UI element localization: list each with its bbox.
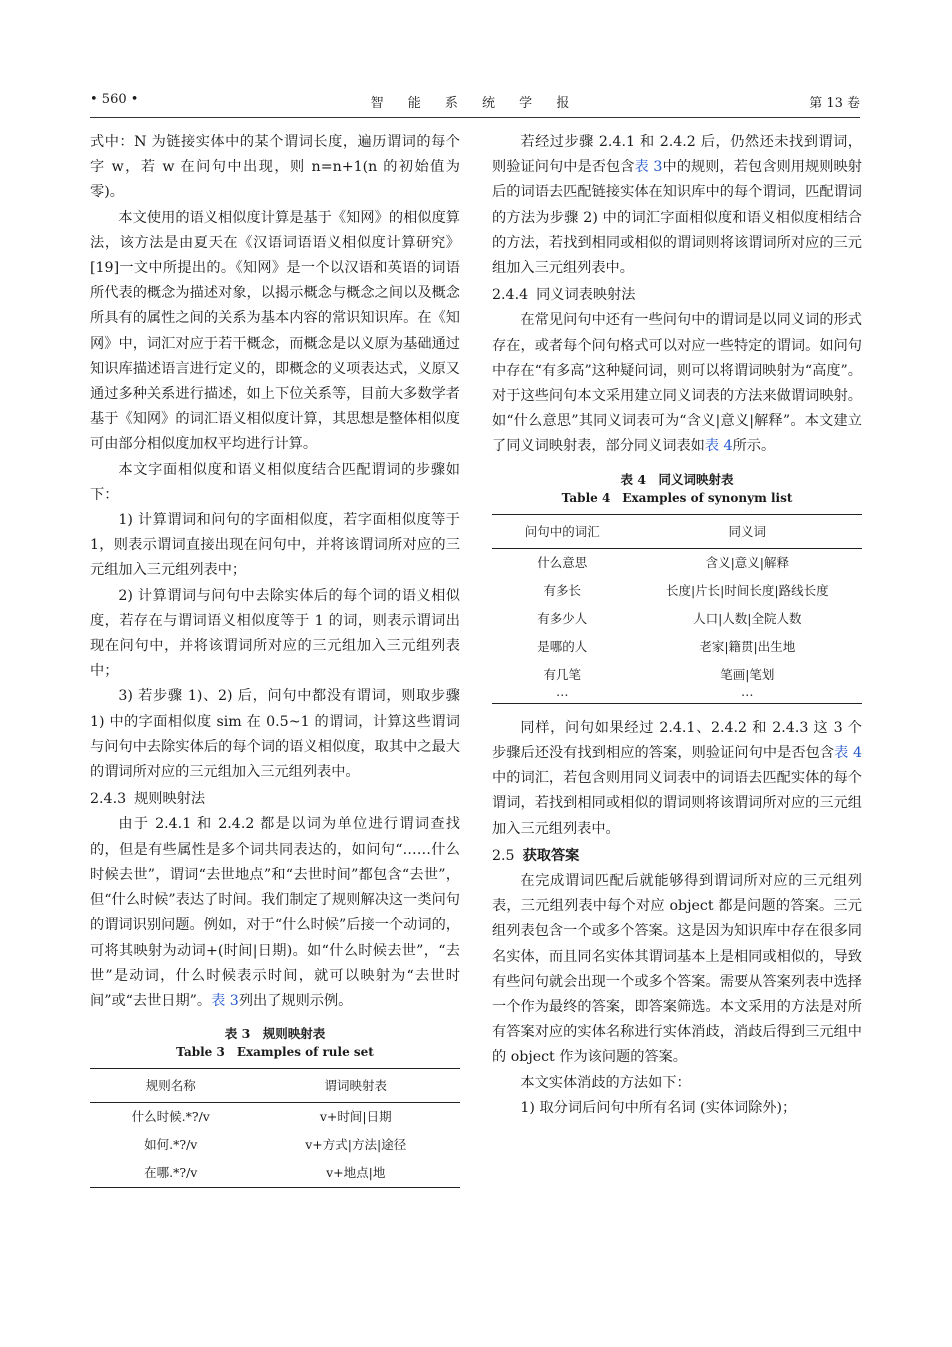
table-cell: 在哪.*?/v	[90, 1159, 251, 1188]
table-row	[492, 548, 862, 577]
table-4-caption-cn: 表 4 同义词映射表	[620, 471, 734, 487]
paragraph-steps-intro: 本文字面相似度和语义相似度结合匹配谓词的步骤如下：	[90, 461, 460, 503]
table-4-caption-en: Table 4 Examples of synonym list	[561, 490, 793, 505]
section-heading-2-5: 2.5 获取答案	[492, 847, 580, 864]
table-row	[492, 633, 862, 661]
section-heading-2-4-4: 2.4.4 同义词表映射法	[492, 287, 636, 304]
paragraph-disambiguation-intro: 本文实体消歧的方法如下：	[520, 1074, 691, 1091]
table-row	[492, 577, 862, 605]
table-3-link[interactable]: 表 3	[211, 992, 239, 1009]
table-cell: 含义|意义|解释	[705, 554, 790, 570]
journal-name: 智 能 系 统 学 报	[370, 96, 580, 111]
step-2: 2) 计算谓词与问句中去除实体后的每个词的语义相似度，若存在与谓词语义相似度等于 1 的词，则表示谓词出现在问句中，并将该谓词所对应的三元组加入三元组列表中；	[90, 587, 460, 680]
table-4-grid	[492, 514, 862, 704]
table-cell: 如何.*?/v	[144, 1137, 198, 1153]
table-header-cell: 问句中的词汇	[492, 514, 633, 548]
table-header-cell: 同义词	[633, 514, 862, 548]
table-row	[492, 685, 862, 704]
table-cell: v+地点|地	[251, 1159, 460, 1188]
table-3-grid	[90, 1068, 460, 1188]
paragraph-get-answer: 在完成谓词匹配后就能够得到谓词所对应的三元组列表，三元组列表中每个对应 object 都是问题的答案。三元组列表包含一个或多个答案。这是因为知识库中存在很多同名实体，而且同名实体其谓词基本上是相同或相似的，导致有些问句就会出现一个或多个答案。需要从答案列表中选择一个作为最终的答案，即答案筛选。本文采用的方法是对所有答案对应的实体名称进行实体消歧，消歧后得到三元组中的 object 作为该问题的答案。	[492, 873, 862, 1066]
table-header-cell: 规则名称	[90, 1069, 251, 1103]
table-4-link[interactable]: 表 4	[704, 438, 733, 455]
paragraph-rule-verify: 若经过步骤 2.4.1 和 2.4.2 后，仍然还未找到谓词，则验证问句中是否包含表 3中的规则，若包含则用规则映射后的词语去匹配链接实体在知识库中的每个谓词，匹配谓词的方法为步骤 2) 中的词汇字面相似度和语义相似度相结合的方法，若找到相同或相似的谓词则将该谓词所对应的三元组加入三元组列表中。	[492, 134, 862, 277]
table-3-caption-en: Table 3 Examples of rule set	[176, 1045, 374, 1060]
table-cell: 什么时候.*?/v	[131, 1109, 210, 1125]
header-rule	[90, 117, 860, 118]
table-4-link[interactable]: 表 4	[834, 745, 862, 762]
section-heading-2-4-3: 2.4.3 规则映射法	[90, 791, 206, 808]
paragraph-formula-explanation: 式中：N 为链接实体中的某个谓词长度，遍历谓词的每个字 w，若 w 在问句中出现，则 n=n+1(n 的初始值为零)。	[90, 134, 460, 201]
table-4	[492, 470, 862, 704]
table-cell: …	[633, 685, 862, 704]
table-header-row	[492, 514, 862, 548]
page-number: • 560 •	[90, 92, 139, 107]
table-cell: 有多长	[543, 582, 582, 598]
step-disambiguation-1: 1) 取分词后问句中所有名词 (实体词除外)；	[520, 1099, 797, 1116]
table-cell: 老家|籍贯|出生地	[699, 638, 796, 654]
paragraph-synonym: 在常见问句中还有一些问句中的谓词是以同义词的形式存在，或者每个问句格式可以对应一些特定的谓词。如问句中存在“有多高”这种疑问词，则可以将谓词映射为“高度”。对于这些问句本文采用建立同义词表的方法来做谓词映射。如“什么意思”其同义词表可为“含义|意义|解释”。本文建立了同义词映射表，部分同义词表如表 4所示。	[492, 312, 862, 455]
table-3-caption-cn: 表 3 规则映射表	[224, 1026, 326, 1042]
running-header	[90, 92, 860, 114]
table-cell: 什么意思	[537, 554, 588, 570]
table-cell: 是哪的人	[537, 638, 588, 654]
table-row	[90, 1103, 460, 1132]
paragraph-hownet: 本文使用的语义相似度计算是基于《知网》的相似度算法，该方法是由夏天在《汉语词语语义相似度计算研究》[19]一文中所提出的。《知网》是一个以汉语和英语的词语所代表的概念为描述对象，以揭示概念与概念之间以及概念所具有的属性之间的关系为基本内容的常识知识库。在《知网》中，词汇对应于若干概念，而概念是以义原为基础通过知识库描述语言进行定义的，即概念的义项表达式，义原又通过多种关系进行描述，如上下位关系等，目前大多数学者基于《知网》的词汇语义相似度计算，其思想是整体相似度可由部分相似度加权平均进行计算。	[90, 209, 460, 453]
table-header-row	[90, 1069, 460, 1103]
volume-number: 第 13 卷	[809, 96, 860, 111]
table-cell: 有几笔	[543, 666, 582, 682]
table-cell: v+方式|方法|途径	[305, 1137, 407, 1153]
table-row	[90, 1131, 460, 1159]
table-cell: …	[492, 685, 633, 704]
table-row	[492, 661, 862, 685]
step-1: 1) 计算谓词和问句的字面相似度，若字面相似度等于 1，则表示谓词直接出现在问句中，并将该谓词所对应的三元组加入三元组列表中；	[90, 512, 460, 579]
table-cell: 人口|人数|全院人数	[693, 610, 802, 626]
right-column	[492, 130, 862, 1121]
table-row	[90, 1159, 460, 1188]
table-row	[492, 605, 862, 633]
left-column	[90, 130, 460, 1188]
table-cell: 有多少人	[537, 610, 588, 626]
table-3-link[interactable]: 表 3	[634, 159, 663, 176]
table-cell: 笔画|笔划	[720, 666, 775, 682]
step-3: 3) 若步骤 1)、2) 后，问句中都没有谓词，则取步骤 1) 中的字面相似度 sim 在 0.5~1 的谓词，计算这些谓词与问句中去除实体后的每个词的语义相似度，取其中之最大的谓词所对应的三元组加入三元组列表中。	[90, 688, 460, 781]
table-3	[90, 1024, 460, 1188]
table-cell: 长度|片长|时间长度|路线长度	[665, 582, 829, 598]
table-cell: v+时间|日期	[319, 1109, 392, 1125]
table-header-cell: 谓词映射表	[251, 1069, 460, 1103]
paragraph-synonym-verify: 同样，问句如果经过 2.4.1、2.4.2 和 2.4.3 这 3 个步骤后还没有找到相应的答案，则验证问句中是否包含表 4中的词汇，若包含则用同义词表中的词语去匹配实体的每个谓词，若找到相同或相似的谓词则将该谓词所对应的三元组加入三元组列表中。	[492, 719, 862, 837]
paragraph-rule-mapping: 由于 2.4.1 和 2.4.2 都是以词为单位进行谓词查找的，但是有些属性是多个词共同表达的，如问句“……什么时候去世”，谓词“去世地点”和“去世时间”都包含“去世”，但“什么时候”表达了时间。我们制定了规则解决这一类问句的谓词识别问题。例如，对于“什么时候”后接一个动词的，可将其映射为动词+(时间|日期)。如“什么时候去世”，“去世”是动词，什么时候表示时间，就可以映射为“去世时间”或“去世日期”。表 3列出了规则示例。	[90, 816, 460, 1009]
